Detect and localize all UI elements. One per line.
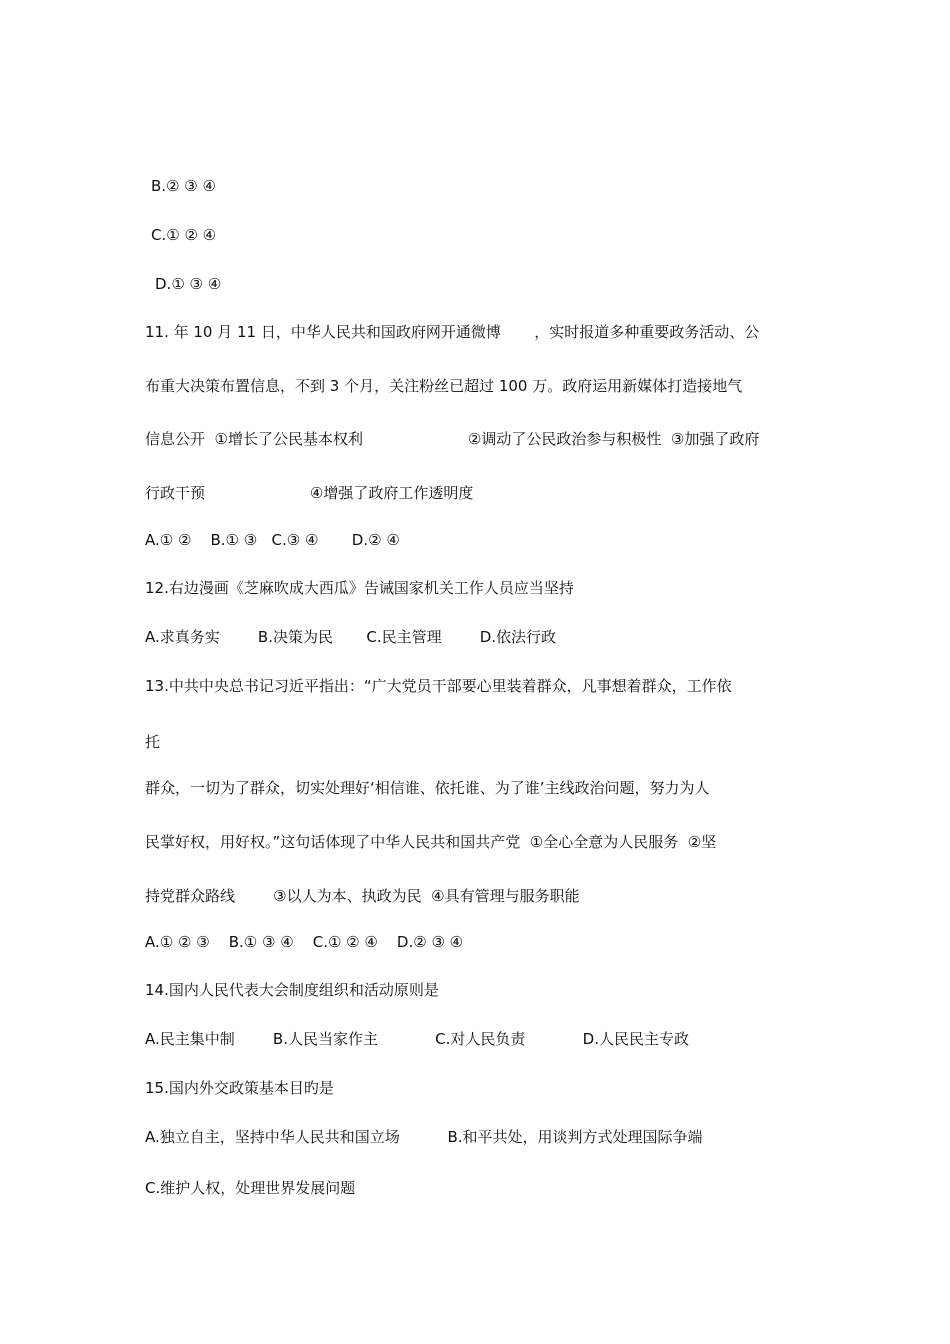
question-15-options-ab: A.独立自主，坚持中华人民共和国立场 B.和平共处，用谈判方式处理国际争端 xyxy=(145,1128,703,1146)
question-13-line-3: 群众，一切为了群众，切实处理好‘相信谁、依托谁、为了谁’主线政治问题，努力为人 xyxy=(145,779,710,797)
question-15-option-c: C.维护人权，处理世界发展问题 xyxy=(145,1179,356,1197)
question-15: 15.国内外交政策基本目旳是 xyxy=(145,1079,334,1097)
question-11-line-4: 行政干预 ④增强了政府工作透明度 xyxy=(145,484,474,502)
option-c-prev: C.① ② ④ xyxy=(151,226,217,244)
question-11-line-1: 11. 年 10 月 11 日，中华人民共和国政府网开通微博 ，实时报道多种重要政务活动、公 xyxy=(145,323,760,341)
question-13-options: A.① ② ③ B.① ③ ④ C.① ② ④ D.② ③ ④ xyxy=(145,933,464,951)
question-14-options: A.民主集中制 B.人民当家作主 C.对人民负责 D.人民民主专政 xyxy=(145,1030,689,1048)
question-13-line-5: 持党群众路线 ③以人为本、执政为民 ④具有管理与服务职能 xyxy=(145,887,580,905)
question-13-line-2: 托 xyxy=(145,733,161,751)
question-14: 14.国内人民代表大会制度组织和活动原则是 xyxy=(145,981,439,999)
question-12: 12.右边漫画《芝麻吹成大西瓜》告诫国家机关工作人员应当坚持 xyxy=(145,579,574,597)
question-11-line-2: 布重大决策布置信息，不到 3 个月，关注粉丝已超过 100 万。政府运用新媒体打造接地气 xyxy=(145,377,743,395)
question-13-line-1: 13.中共中央总书记习近平指出：“广大党员干部要心里装着群众，凡事想着群众，工作依 xyxy=(145,677,732,695)
option-b-prev: B.② ③ ④ xyxy=(151,177,216,195)
question-11-options: A.① ② B.① ③ C.③ ④ D.② ④ xyxy=(145,531,400,549)
option-d-prev: D.① ③ ④ xyxy=(155,275,222,293)
question-12-options: A.求真务实 B.决策为民 C.民主管理 D.依法行政 xyxy=(145,628,557,646)
question-13-line-4: 民掌好权，用好权。”这句话体现了中华人民共和国共产党 ①全心全意为人民服务 ②坚 xyxy=(145,833,717,851)
question-11-line-3: 信息公开 ①增长了公民基本权利 ②调动了公民政治参与积极性 ③加强了政府 xyxy=(145,430,760,448)
